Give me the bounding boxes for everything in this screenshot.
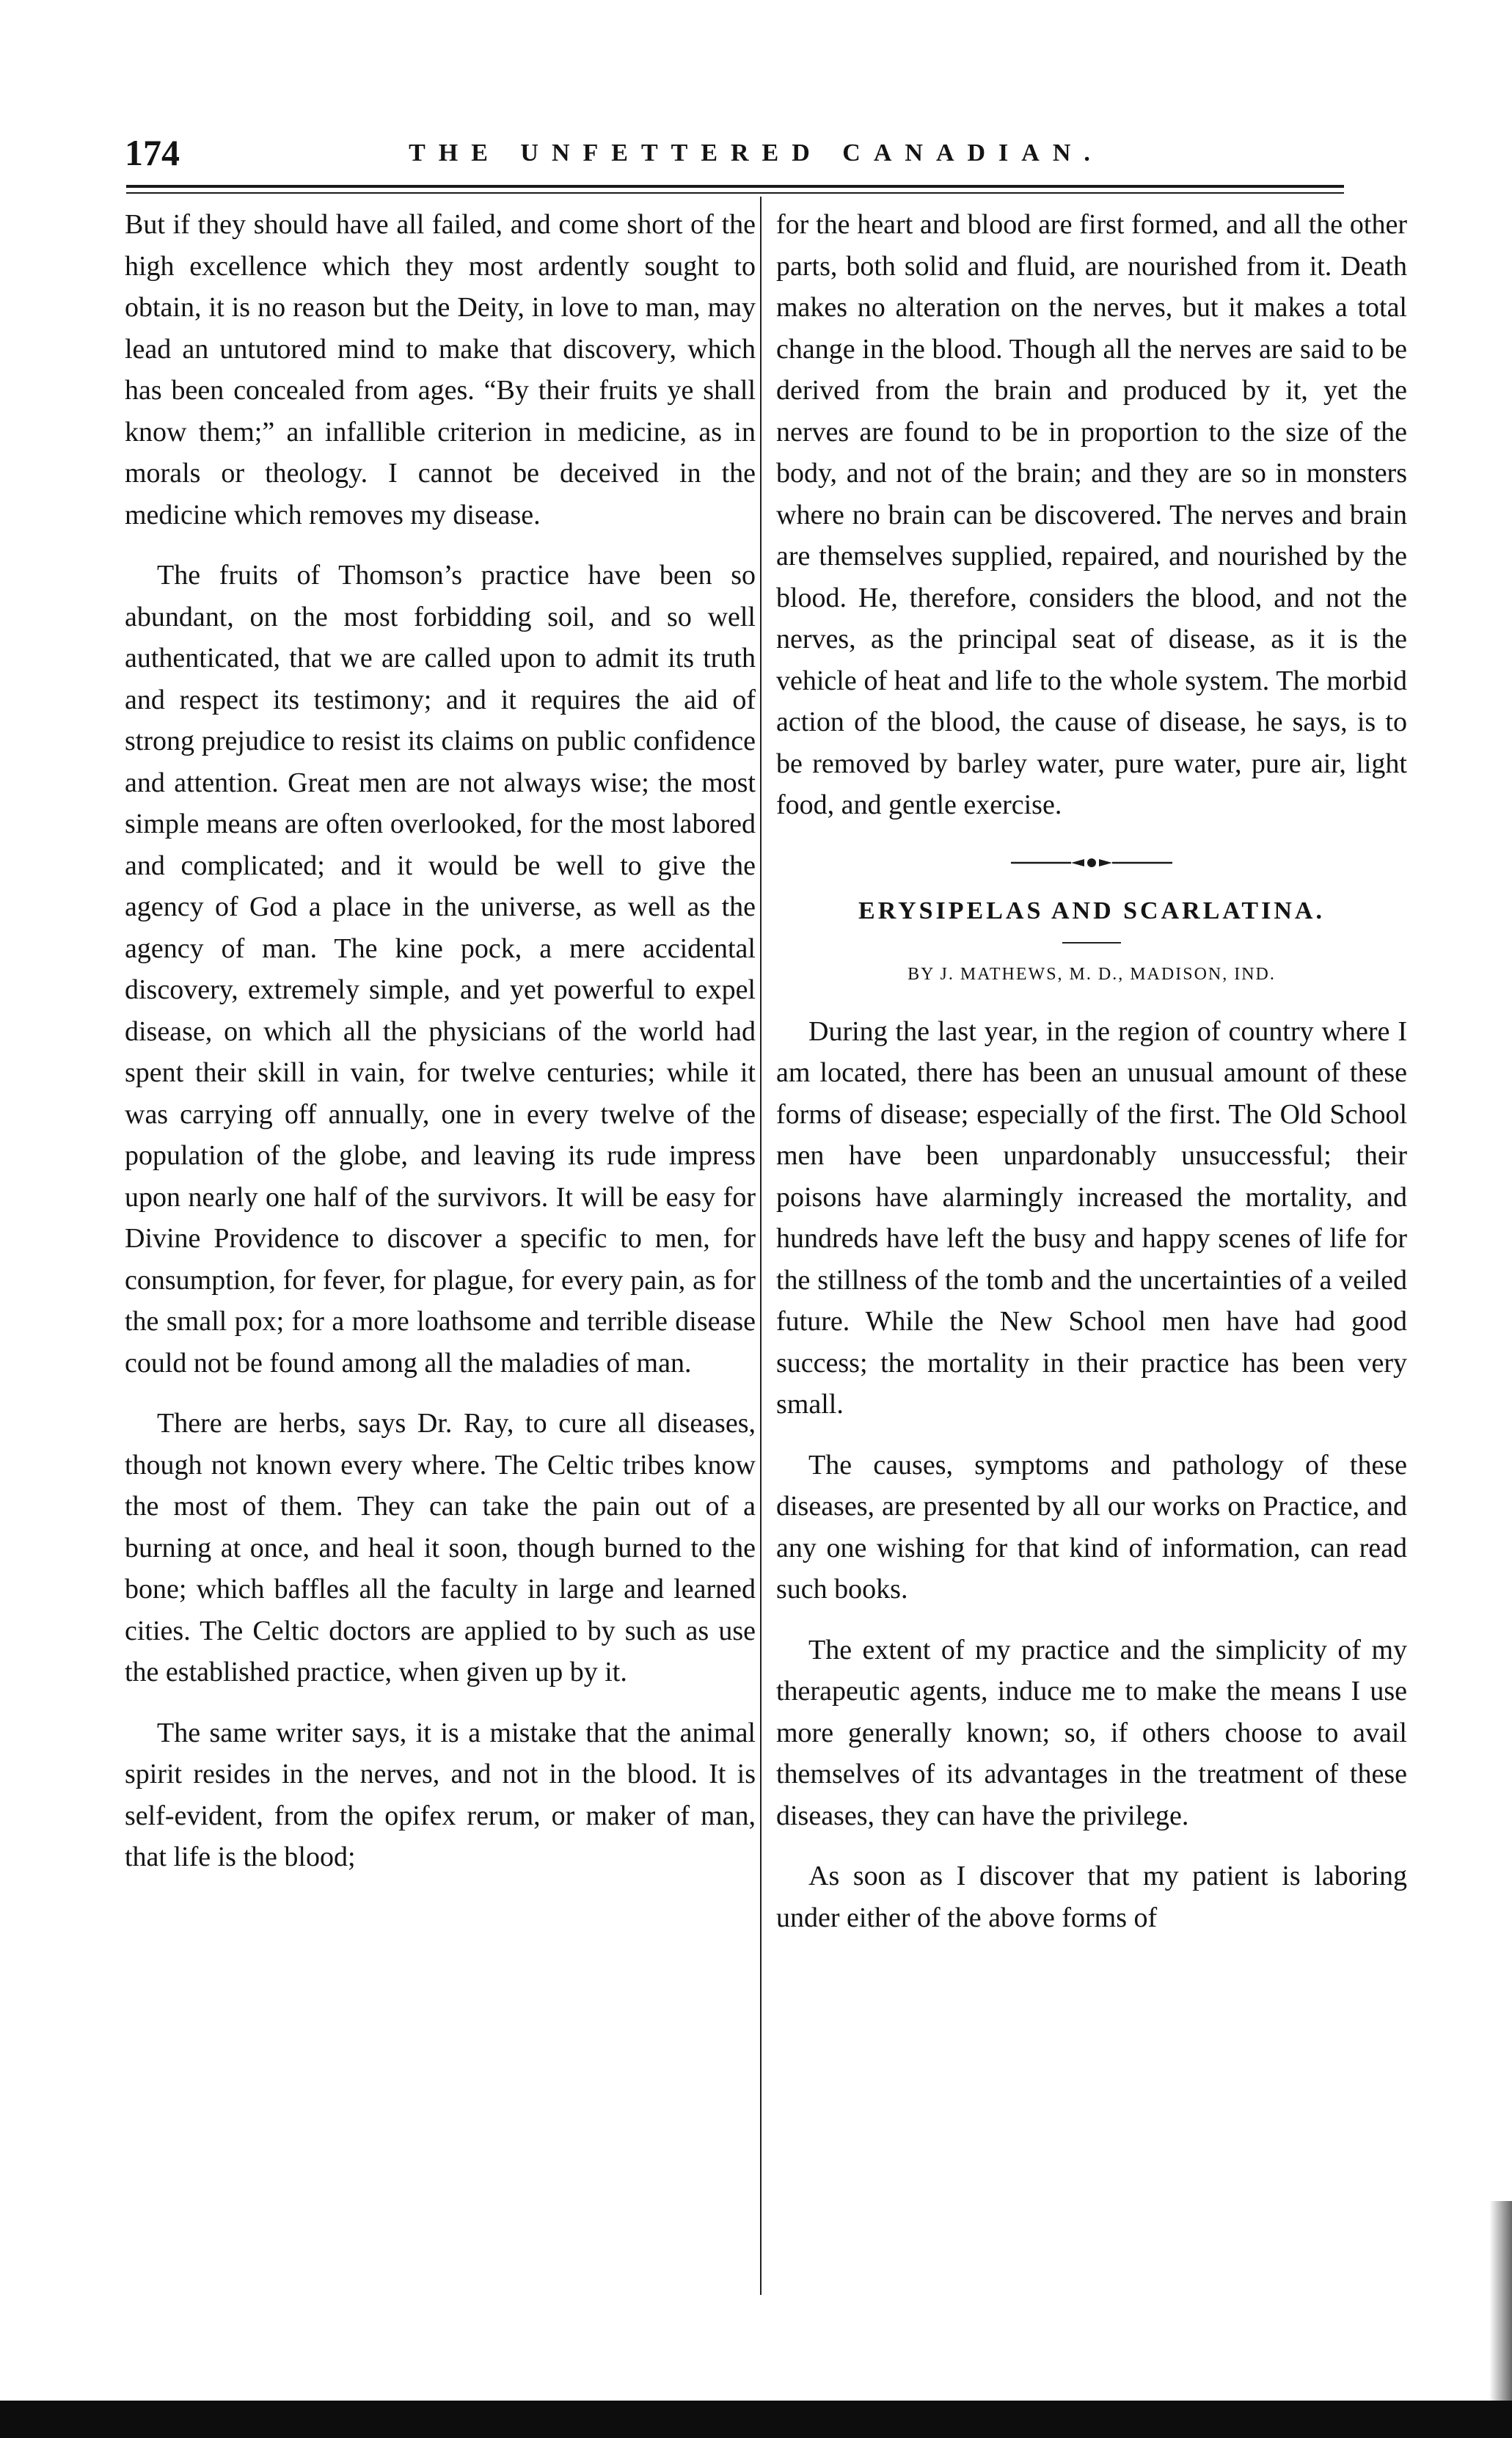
column-divider	[760, 197, 762, 2295]
page-number: 174	[125, 132, 180, 173]
paragraph: As soon as I discover that my patient is laboring under either of the above forms of	[776, 1861, 1407, 1933]
page-header	[0, 131, 1512, 175]
byline: BY J. MATHEWS, M. D., MADISON, IND.	[907, 964, 1276, 984]
running-title: THE UNFETTERED CANADIAN.	[409, 139, 1103, 167]
header-rule-thick	[126, 185, 1344, 188]
continued-paragraph: for the heart and blood are first formed, and all the other parts, both solid and fluid, are nourished from it. Death makes no alteration on the nerves, but it makes a total change in the blood. Though all the nerves are said to be derived from the brain and produced by it, yet the nerves are found to be in proportion to the size of the body, and not of the brain; and they are so in monsters where no brain can be discovered. The nerves and brain are themselves supplied, repaired, and nourished by the blood. He, therefore, considers the blood, and not the nerves, as the principal seat of disease, as it is the vehicle of heat and life to the whole system. The morbid action of the blood, the cause of disease, he says, is to be removed by barley water, pure water, pure air, light food, and gentle exercise.	[776, 209, 1407, 820]
paragraph: There are herbs, says Dr. Ray, to cure all diseases, though not known every where. The Celtic tribes know the most of them. They can take the pain out of a burning at once, and heal it soon, though burned to the bone; which baffles all the faculty in large and learned cities. The Celtic doctors are applied to by such as use the established practice, when given up by it.	[125, 1408, 756, 1687]
page-edge-shadow	[1489, 2201, 1512, 2401]
paragraph: During the last year, in the region of country where I am located, there has been an unusual amount of these forms of disease; especially of the first. The Old School men have been unpardonably unsuccessful; their poisons have alarmingly increased the mortality, and hundreds have left the busy and happy scenes of life for the stillness of the tomb and the uncertainties of a veiled future. While the New School men have had good success; the mortality in their practice has been very small.	[776, 1015, 1407, 1420]
article-title: ERYSIPELAS AND SCARLATINA.	[858, 897, 1325, 924]
header-rule-thin	[126, 192, 1344, 194]
ornament-divider-icon	[776, 847, 1407, 873]
paragraph: The fruits of Thomson’s practice have been so abundant, on the most forbidding soil, and so well authenticated, that we are called upon to admit its truth and respect its testimony; and it requires the aid of strong prejudice to resist its claims on public confidence and attention. Great men are not always wise; the most simple means are often overlooked, for the most labored and complicated; and it would be well to give the agency of God a place in the universe, as well as the agency of man. The kine pock, a mere accidental discovery, extremely simple, and yet powerful to expel disease, on which all the physicians of the world had spent their skill in vain, for twelve centuries; while it was carrying off annually, one in every twelve of the population of the globe, and leaving its rude impress upon nearly one half of the survivors. It will be easy for Divine Providence to discover a specific to men, for consumption, for fever, for plague, for every pain, as for the small pox; for a more loathsome and terrible disease could not be found among all the maladies of man.	[125, 560, 756, 1379]
paragraph: But if they should have all failed, and come short of the high excellence which they most ardently sought to obtain, it is no reason but the Deity, in love to man, may lead an untutored mind to make that discovery, which has been concealed from ages. “By their fruits ye shall know them;” an infallible criterion in medicine, as in morals or theology. I cannot be deceived in the medicine which removes my disease.	[125, 209, 756, 530]
paragraph: The causes, symptoms and pathology of these diseases, are presented by all our works on Practice, and any one wishing for that kind of information, can read such books.	[776, 1449, 1407, 1605]
left-column	[125, 204, 756, 1897]
paragraph: The extent of my practice and the simplicity of my therapeutic agents, induce me to make the means I use more generally known; so, if others choose to avail themselves of its advantages in the treatment of these diseases, they can have the privilege.	[776, 1634, 1407, 1831]
right-column	[776, 204, 1407, 1957]
title-rule	[1062, 942, 1121, 944]
scan-bottom-bar	[0, 2401, 1512, 2438]
paragraph: The same writer says, it is a mistake that the animal spirit resides in the nerves, and not in the blood. It is self-evident, from the opifex rerum, or maker of man, that life is the blood;	[125, 1717, 756, 1872]
